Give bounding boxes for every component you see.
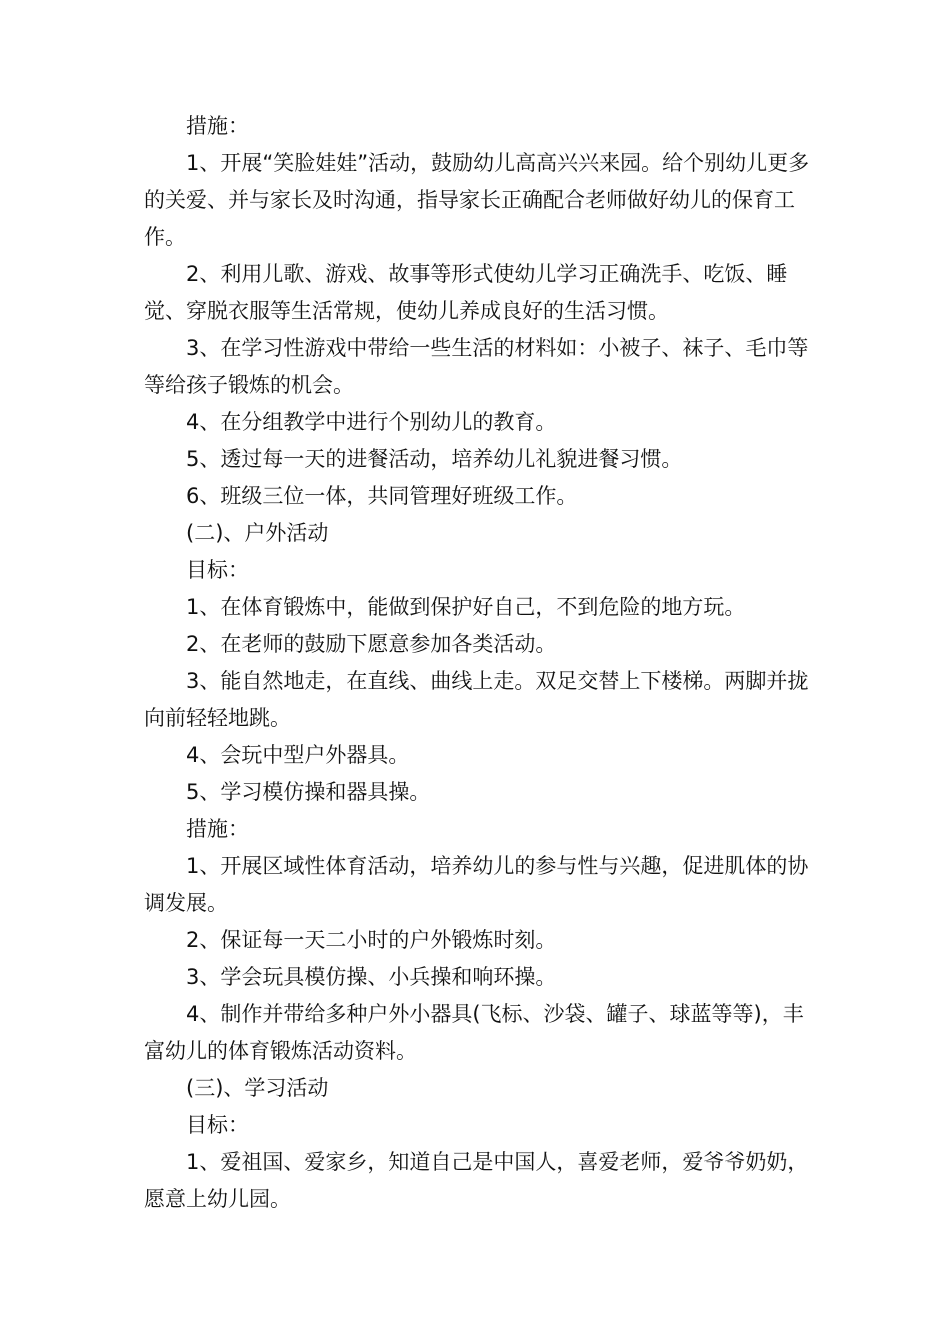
paragraph: 3、学会玩具模仿操、小兵操和响环操。	[186, 965, 557, 989]
paragraph: 措施：	[186, 114, 249, 138]
paragraph: 2、在老师的鼓励下愿意参加各类活动。	[186, 632, 557, 656]
paragraph: 4、在分组教学中进行个别幼儿的教育。	[186, 410, 557, 434]
paragraph: 2、利用儿歌、游戏、故事等形式使幼儿学习正确洗手、吃饭、睡觉、穿脱衣服等生活常规，使幼儿养成良好的生活习惯。	[144, 262, 788, 323]
section-heading: (二)、户外活动	[186, 521, 329, 545]
paragraph: 4、会玩中型户外器具。	[186, 743, 410, 767]
paragraph: 目标：	[186, 558, 249, 582]
paragraph: 5、透过每一天的进餐活动，培养幼儿礼貌进餐习惯。	[186, 447, 683, 471]
paragraph: 1、开展“笑脸娃娃”活动，鼓励幼儿高高兴兴来园。给个别幼儿更多的关爱、并与家长及时沟通，指导家长正确配合老师做好幼儿的保育工作。	[144, 151, 810, 249]
paragraph: 4、制作并带给多种户外小器具(飞标、沙袋、罐子、球蓝等等)，丰富幼儿的体育锻炼活动资料。	[144, 1002, 804, 1063]
paragraph: 5、学习模仿操和器具操。	[186, 780, 431, 804]
paragraph: 3、在学习性游戏中带给一些生活的材料如：小被子、袜子、毛巾等等给孩子锻炼的机会。	[144, 336, 809, 397]
paragraph: 目标：	[186, 1113, 249, 1137]
paragraph: 2、保证每一天二小时的户外锻炼时刻。	[186, 928, 557, 952]
paragraph: 1、开展区域性体育活动，培养幼儿的参与性与兴趣，促进肌体的协调发展。	[144, 854, 809, 915]
document-body	[144, 108, 824, 1218]
paragraph: 6、班级三位一体，共同管理好班级工作。	[186, 484, 578, 508]
paragraph: 3、能自然地走，在直线、曲线上走。双足交替上下楼梯。两脚并拢向前轻轻地跳。	[144, 669, 809, 730]
paragraph: 1、爱祖国、爱家乡，知道自己是中国人，喜爱老师，爱爷爷奶奶，愿意上幼儿园。	[144, 1150, 809, 1211]
paragraph: 1、在体育锻炼中，能做到保护好自己，不到危险的地方玩。	[186, 595, 746, 619]
paragraph: 措施：	[186, 817, 249, 841]
section-heading: (三)、学习活动	[186, 1076, 329, 1100]
